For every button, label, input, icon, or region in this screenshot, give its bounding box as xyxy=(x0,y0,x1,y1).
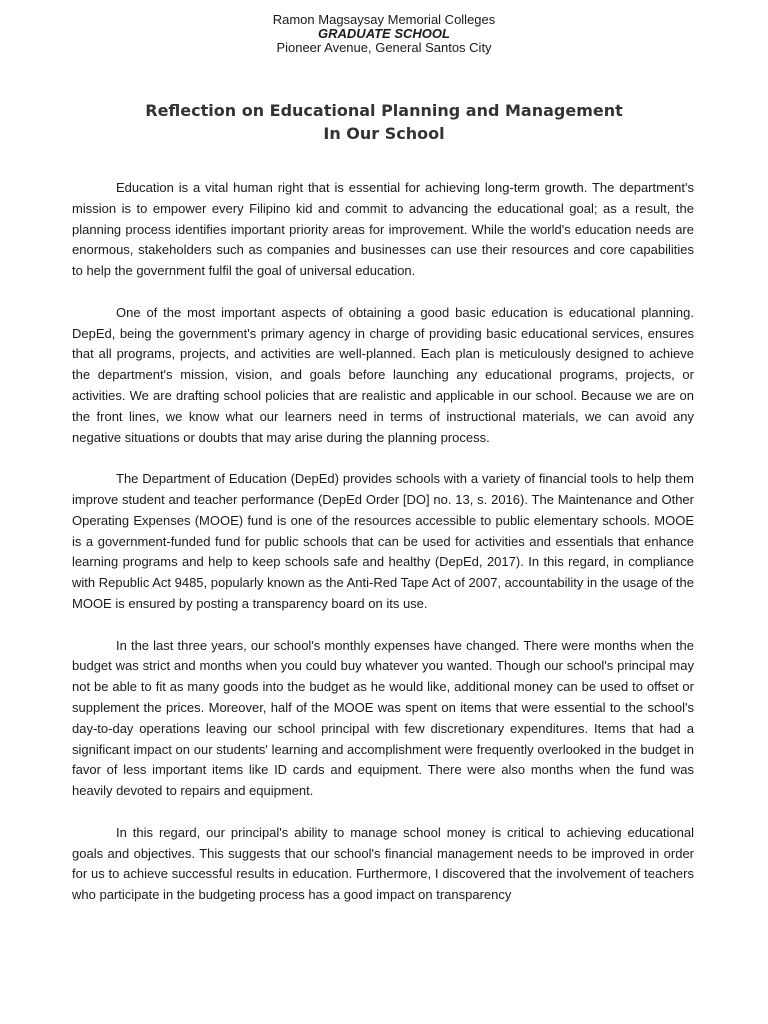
document-title xyxy=(0,99,768,145)
school-name: GRADUATE SCHOOL xyxy=(318,26,450,41)
title-line-2: In Our School xyxy=(323,124,445,143)
paragraph-1: Education is a vital human right that is essential for achieving long-term growth. The department's mission is to empower every Filipino kid and commit to advancing the educational goal; as a result, the planning process identifies important priority areas for improvement. While the world's education needs are enormous, stakeholders such as companies and businesses can use their resources and core capabilities to help the government fulfil the goal of universal education. xyxy=(72,180,694,279)
paragraph-5: In this regard, our principal's ability to manage school money is critical to achieving educational goals and objectives. This suggests that our school's financial management needs to be improved in order for us to achieve successful results in education. Furthermore, I discovered that the involvement of teachers who participate in the budgeting process has a good impact on transparency xyxy=(72,824,694,903)
paragraph-2: One of the most important aspects of obtaining a good basic education is educational planning. DepEd, being the government's primary agency in charge of providing basic educational services, ensures that all programs, projects, and activities are well-planned. Each plan is meticulously designed to achieve the department's mission, vision, and goals before launching any educational programs, projects, or activities. We are drafting school policies that are realistic and applicable in our school. Because we are on the front lines, we know what our learners need in terms of instructional materials, we can avoid any negative situations or doubts that may arise during the planning process. xyxy=(72,304,694,445)
paragraph-4: In the last three years, our school's monthly expenses have changed. There were months when the budget was strict and months when you could buy whatever you wanted. Though our school's principal may not be able to fit as many goods into the budget as he would like, additional money can be used to offset or supplement the prices. Moreover, half of the MOOE was spent on items that were essential to the school's day-to-day operations leaving our school principal with few discretionary expenditures. Items that had a significant impact on our students' learning and accomplishment were frequently overlooked in the budget in favor of less important items like ID cards and equipment. There were also months when the fund was heavily devoted to repairs and equipment. xyxy=(72,637,694,799)
letterhead xyxy=(0,13,768,55)
document-body xyxy=(72,178,694,927)
paragraph-3: The Department of Education (DepEd) provides schools with a variety of financial tools to help them improve student and teacher performance (DepEd Order [DO] no. 13, s. 2016). The Maintenance and Other Operating Expenses (MOOE) fund is one of the resources accessible to public elementary schools. MOOE is a government-funded fund for public schools that can be used for activities and essentials that enhance learning programs and help to keep schools safe and healthy (DepEd, 2017). In this regard, in compliance with Republic Act 9485, popularly known as the Anti-Red Tape Act of 2007, accountability in the usage of the MOOE is ensured by posting a transparency board on its use. xyxy=(72,471,694,611)
institution-name: Ramon Magsaysay Memorial Colleges xyxy=(272,12,496,27)
institution-address: Pioneer Avenue, General Santos City xyxy=(276,40,492,55)
title-line-1: Reflection on Educational Planning and Management xyxy=(145,101,623,120)
